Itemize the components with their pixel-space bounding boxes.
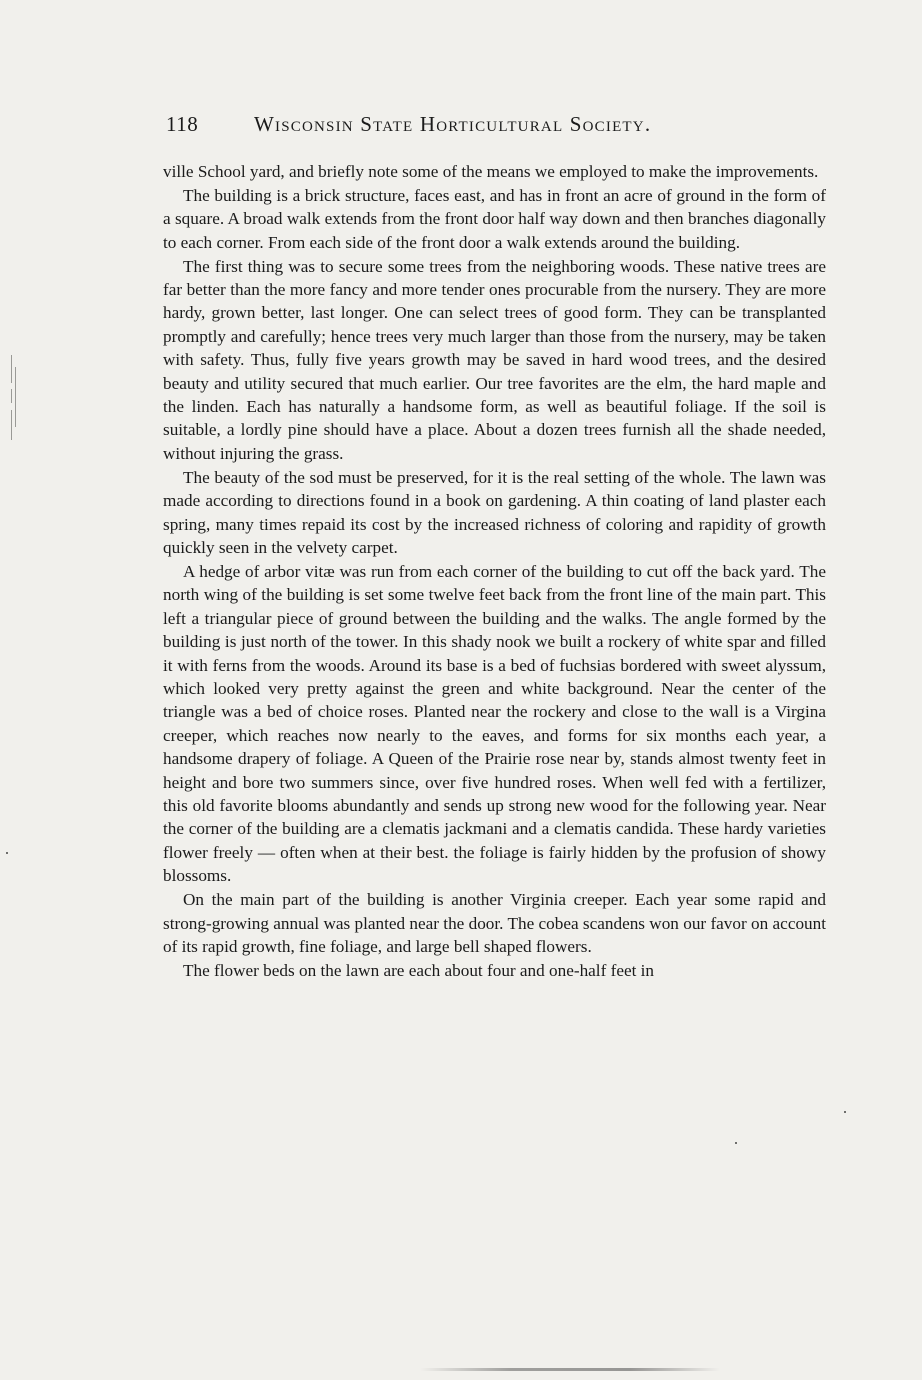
- page-bottom-shadow: [420, 1368, 720, 1371]
- paragraph: A hedge of arbor vitæ was run from each corner of the building to cut off the back yard. The north wing of the building is set some twelve feet back from the front line of the main part. This left a triangular piece of ground between the building and the walks. The angle formed by the building is just north of the tower. In this shady nook we built a rockery of white spar and filled it with ferns from the woods. Around its base is a bed of fuchsias bordered with sweet alyssum, which looked very pretty against the green and white background. Near the center of the triangle was a bed of choice roses. Planted near the rockery and close to the wall is a Virgina creeper, which reaches now nearly to the eaves, and forms for six months each year, a handsome drapery of foliage. A Queen of the Prairie rose near by, stands almost twenty feet in height and bore two summers since, over five hundred roses. When well fed with a fertilizer, this old favorite blooms abundantly and sends up strong new wood for the following year. Near the corner of the building are a clematis jackmani and a clematis candida. These hardy varieties flower freely — often when at their best. the foliage is fairly hidden by the profusion of showy blossoms.: [163, 561, 826, 886]
- paragraph: ville School yard, and briefly note some of the means we employed to make the improvements.: [163, 162, 819, 181]
- paragraph: The flower beds on the lawn are each about four and one-half feet in: [183, 960, 655, 980]
- page-header: [166, 112, 826, 142]
- binding-tick: [11, 355, 12, 383]
- paragraph: On the main part of the building is another Virginia creeper. Each year some rapid and strong-growing annual was planted near the door. The cobea scandens won our favor on account of its rapid growth, fine foliage, and large bell shaped flowers.: [163, 890, 826, 956]
- margin-binding-marks: [10, 355, 18, 445]
- binding-tick: [11, 410, 12, 440]
- page-number: 118: [166, 112, 199, 136]
- ink-speck: [6, 852, 8, 854]
- paragraph: The building is a brick structure, faces east, and has in front an acre of ground in the form of a square. A broad walk extends from the front door half way down and then branches diagonally to each corner. From each side of the front door a walk extends around the building.: [163, 185, 826, 252]
- binding-tick: [11, 389, 12, 403]
- paragraph: The first thing was to secure some trees from the neighboring woods. These native trees are far better than the more fancy and more tender ones procurable from the nursery. They are more hardy, grown better, last longer. One can select trees of good form. They can be transplanted promptly and carefully; hence trees very much larger than those from the nursery, may be taken with safety. Thus, fully five years growth may be saved in hard wood trees, and the desired beauty and utility secured that much earlier. Our tree favorites are the elm, the hard maple and the linden. Each has naturally a handsome form, as well as beautiful foliage. If the soil is suitable, a lordly pine should have a place. About a dozen trees furnish all the shade needed, without injuring the grass.: [163, 256, 826, 463]
- ink-speck: [844, 1111, 846, 1113]
- paragraph: The beauty of the sod must be preserved, for it is the real setting of the whole. The lawn was made according to directions found in a book on gardening. A thin coating of land plaster each spring, many times repaid its cost by the increased richness of coloring and rapidity of growth quickly seen in the velvety carpet.: [163, 467, 826, 557]
- body-text: [163, 160, 826, 983]
- running-head: Wisconsin State Horticultural Society.: [254, 112, 652, 136]
- ink-speck: [735, 1142, 737, 1144]
- binding-tick: [15, 367, 16, 427]
